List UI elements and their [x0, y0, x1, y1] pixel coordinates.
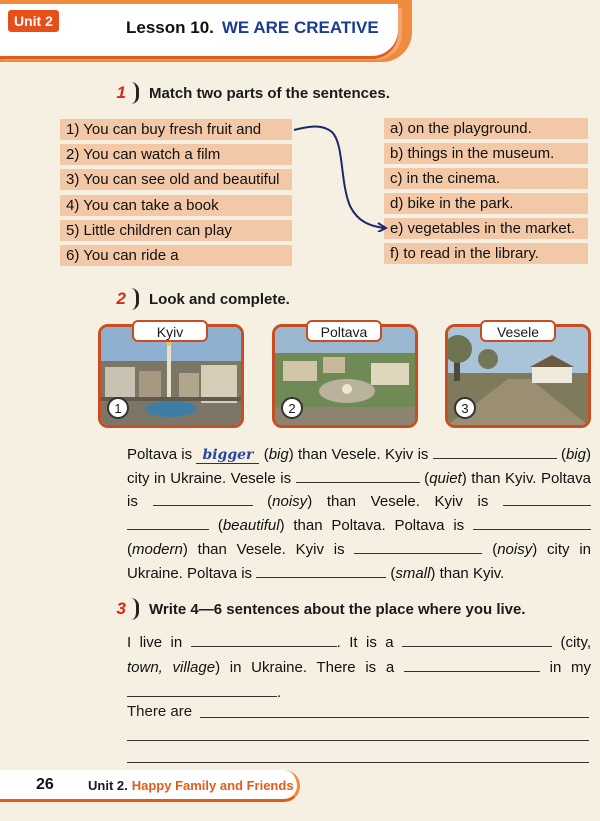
there-are-label: There are [127, 703, 193, 720]
footer-unit: Unit 2. Happy Family and Friends [88, 778, 294, 793]
blank-4[interactable] [503, 491, 591, 506]
photo-number-2: 2 [281, 397, 303, 419]
task-bracket [130, 288, 139, 310]
match-right-a[interactable]: a) on the playground. [384, 118, 588, 139]
match-left-3[interactable]: 3) You can see old and beautiful [60, 169, 292, 190]
task3-instruction: Write 4—6 sentences about the place where you live. [149, 600, 526, 618]
writing-line-2[interactable] [127, 740, 589, 741]
lesson-title [126, 18, 379, 38]
task2-number: 2 [116, 289, 126, 308]
match-left-1[interactable]: 1) You can buy fresh fruit and [60, 119, 292, 140]
match-right-d[interactable]: d) bike in the park. [384, 193, 588, 214]
blank-6[interactable] [473, 515, 591, 530]
blank-place-type[interactable] [402, 632, 552, 647]
photo-number-1: 1 [107, 397, 129, 419]
writing-line-1[interactable] [200, 717, 589, 718]
writing-line-3[interactable] [127, 762, 589, 763]
blank-live-in[interactable] [191, 632, 337, 647]
task2-heading [100, 288, 290, 310]
match-right-e[interactable]: e) vegetables in the market. [384, 218, 588, 239]
task3-text: I live in . It is a (city, town, village) in Ukraine. There is a in my . [127, 634, 592, 701]
blank-7[interactable] [354, 539, 482, 554]
match-right-f[interactable]: f) to read in the library. [384, 243, 588, 264]
blank-5[interactable] [127, 515, 209, 530]
lesson-topic: WE ARE CREATIVE [221, 18, 379, 37]
photo-number-3: 3 [454, 397, 476, 419]
match-right-c[interactable]: c) in the cinema. [384, 168, 588, 189]
task2-instruction: Look and complete. [149, 290, 290, 308]
task3-number: 3 [116, 599, 126, 618]
task1-number: 1 [116, 83, 126, 102]
match-left-6[interactable]: 6) You can ride a [60, 245, 292, 266]
blank-3[interactable] [153, 491, 253, 506]
example-answer: bigger [196, 447, 259, 464]
task-bracket [130, 598, 139, 620]
match-left-4[interactable]: 4) You can take a book [60, 195, 292, 216]
match-example-line [292, 122, 388, 232]
lesson-number: Lesson 10. [126, 18, 214, 37]
unit-badge: Unit 2 [6, 8, 61, 34]
match-left-2[interactable]: 2) You can watch a film [60, 144, 292, 165]
match-right-b[interactable]: b) things in the museum. [384, 143, 588, 164]
blank-8[interactable] [256, 563, 386, 578]
photo-label-vesele: Vesele [480, 320, 556, 342]
page-number: 26 [36, 776, 54, 793]
task1-heading [100, 82, 390, 104]
task-bracket [130, 82, 139, 104]
blank-there-is[interactable] [404, 657, 540, 672]
photo-label-poltava: Poltava [306, 320, 382, 342]
task2-text: Poltava is bigger (big) than Vesele. Kyiv is (big) city in Ukraine. Vesele is (quiet) than Kyiv. Poltava is (noisy) than Vesele. Kyiv is (beautiful) than Poltava. Poltava is (modern) than Vesele. Kyiv is (noisy) city in Ukraine. Poltava is (small) than Kyiv. [127, 446, 591, 582]
page-footer [0, 770, 305, 804]
blank-1[interactable] [433, 444, 557, 459]
blank-my[interactable] [127, 682, 277, 697]
task1-instruction: Match two parts of the sentences. [149, 84, 390, 102]
task3-heading [100, 598, 526, 620]
blank-2[interactable] [296, 468, 420, 483]
match-left-5[interactable]: 5) Little children can play [60, 220, 292, 241]
photo-label-kyiv: Kyiv [132, 320, 208, 342]
